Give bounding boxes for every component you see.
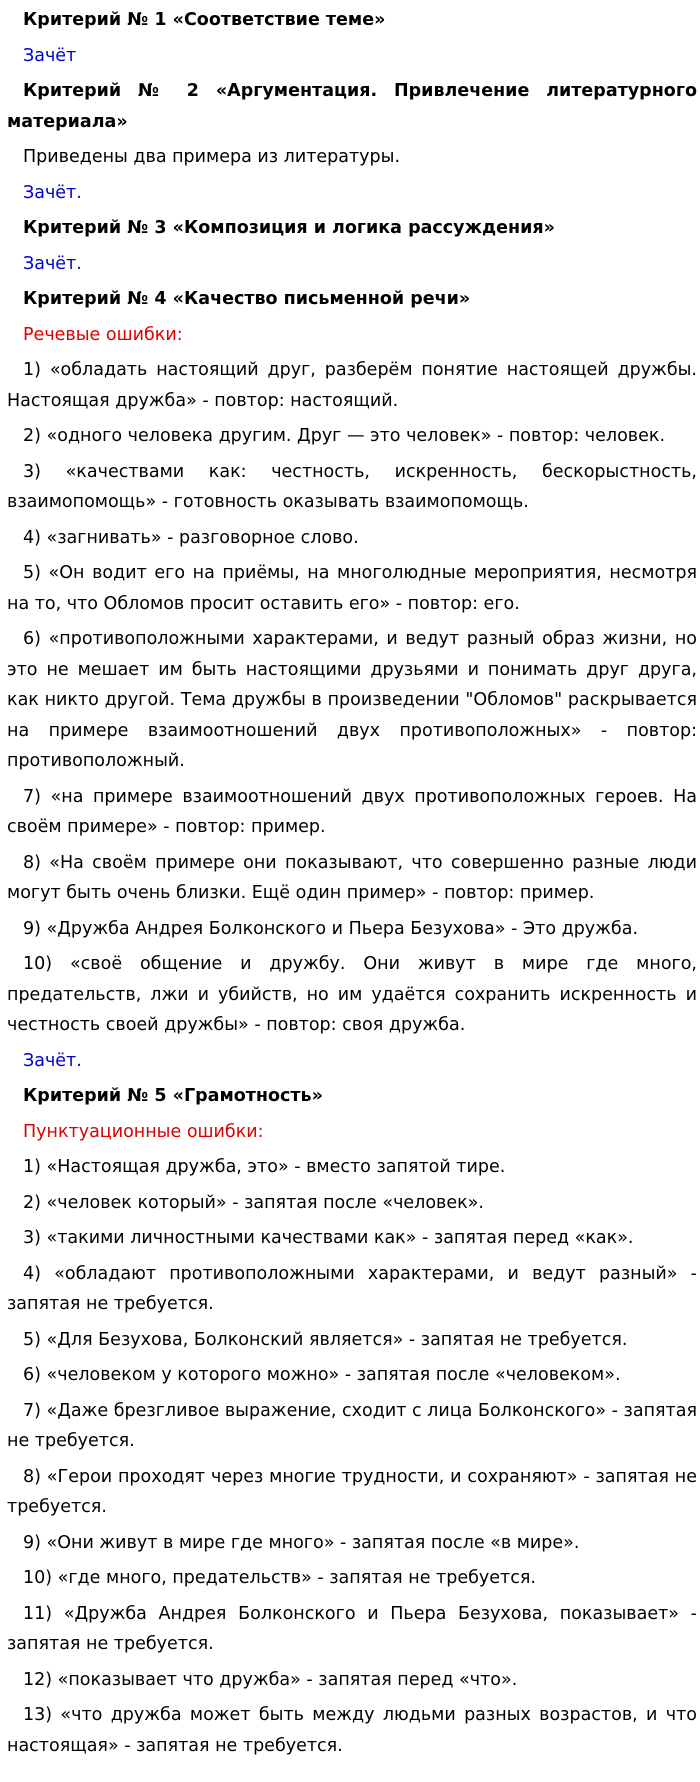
- speech-error-item: 2) «одного человека другим. Друг — это человек» - повтор: человек.: [23, 426, 666, 446]
- criterion-1-title: Критерий № 1 «Соответствие теме»: [23, 10, 386, 30]
- criterion-2-title: Критерий № 2 «Аргументация. Привлечение литературного материала»: [7, 81, 697, 132]
- punctuation-error-item: 11) «Дружба Андрея Болконского и Пьера Безухова, показывает» - запятая не требуется.: [7, 1603, 697, 1654]
- criterion-5-title: Критерий № 5 «Грамотность»: [23, 1086, 323, 1106]
- criterion-4-title: Критерий № 4 «Качество письменной речи»: [23, 289, 471, 309]
- speech-error-item: 7) «на примере взаимоотношений двух противоположных героев. На своём примере» - повтор: пример.: [7, 786, 697, 837]
- punctuation-error-item: 1) «Настоящая дружба, это» - вместо запятой тире.: [23, 1157, 506, 1177]
- punctuation-error-item: 12) «показывает что дружба» - запятая перед «что».: [23, 1669, 518, 1690]
- punctuation-error-item: 8) «Герои проходят через многие трудности, и сохраняют» - запятая не требуется.: [7, 1466, 697, 1517]
- speech-errors-heading: Речевые ошибки:: [23, 324, 183, 345]
- speech-error-item: 6) «противоположными характерами, и ведут разный образ жизни, но это не мешает им быть настоящими друзьями и понимать друг друга, как никто другой. Тема дружбы в произведении "Обломов" раскрывается на примере взаимоотношений двух противоположных» - повтор: противоположный.: [7, 629, 697, 771]
- speech-error-item: 10) «своё общение и дружбу. Они живут в мире где много, предательств, лжи и убийств, но им удаётся сохранить искренность и честность своей дружбы» - повтор: своя дружба.: [7, 954, 697, 1035]
- speech-error-item: 1) «обладать настоящий друг, разберём понятие настоящей дружбы. Настоящая дружба» - повтор: настоящий.: [7, 360, 697, 411]
- speech-error-item: 5) «Он водит его на приёмы, на многолюдные мероприятия, несмотря на то, что Обломов просит оставить его» - повтор: его.: [7, 563, 697, 614]
- criterion-1-verdict: Зачёт: [23, 45, 77, 66]
- speech-error-item: 4) «загнивать» - разговорное слово.: [23, 527, 359, 548]
- punctuation-error-item: 5) «Для Безухова, Болконский является» - запятая не требуется.: [23, 1329, 628, 1350]
- criterion-3-title: Критерий № 3 «Композиция и логика рассуждения»: [23, 218, 555, 238]
- criterion-3-verdict: Зачёт.: [23, 253, 82, 274]
- punctuation-error-item: 4) «обладают противоположными характерами, и ведут разный» - запятая не требуется.: [7, 1263, 697, 1314]
- criterion-2-comment: Приведены два примера из литературы.: [23, 147, 401, 167]
- punctuation-error-item: 7) «Даже брезгливое выражение, сходит с лица Болконского» - запятая не требуется.: [7, 1400, 697, 1451]
- punctuation-error-item: 9) «Они живут в мире где много» - запятая после «в мире».: [23, 1532, 580, 1553]
- criterion-2-verdict: Зачёт.: [23, 182, 82, 203]
- speech-error-item: 3) «качествами как: честность, искренность, бескорыстность, взаимопомощь» - готовность оказывать взаимопомощь.: [7, 461, 697, 512]
- punctuation-error-item: 3) «такими личностными качествами как» - запятая перед «как».: [23, 1228, 634, 1248]
- speech-error-item: 8) «На своём примере они показывают, что совершенно разные люди могут быть очень близки. Ещё один пример» - повтор: пример.: [7, 852, 697, 903]
- punctuation-error-item: 13) «что дружба может быть между людьми разных возрастов, и что настоящая» - запятая не требуется.: [7, 1705, 697, 1756]
- punctuation-errors-heading: Пунктуационные ошибки:: [23, 1121, 264, 1142]
- punctuation-error-item: 10) «где много, предательств» - запятая не требуется.: [23, 1568, 536, 1588]
- speech-error-item: 9) «Дружба Андрея Болконского и Пьера Безухова» - Это дружба.: [23, 918, 639, 939]
- punctuation-error-item: 6) «человеком у которого можно» - запятая после «человеком».: [23, 1365, 621, 1385]
- punctuation-error-item: 2) «человек который» - запятая после «человек».: [23, 1192, 484, 1213]
- criterion-4-verdict: Зачёт.: [23, 1050, 82, 1071]
